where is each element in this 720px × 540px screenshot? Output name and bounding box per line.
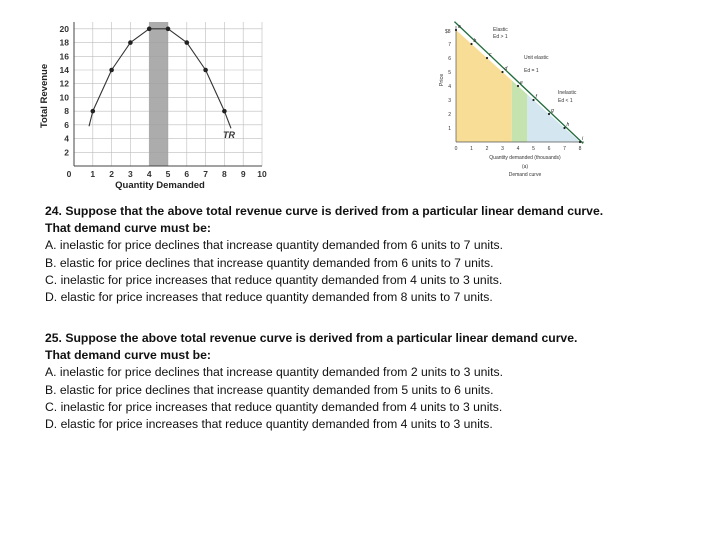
dc-point-7 [563,127,565,129]
question-24-prompt-line-2: That demand curve must be: [45,221,211,236]
tr-point-7 [222,109,227,114]
dc-y-axis-label: Price [439,73,445,87]
tr-y-tick-7: 16 [59,51,69,62]
question-24-option-d: D. elastic for price increases that reduce quantity demanded from 8 units to 7 units. [45,290,493,305]
question-25 [45,330,705,433]
dc-y-tick-6: 7 [448,42,451,48]
dc-unit-elastic-sublabel: Ed = 1 [524,68,539,74]
dc-point-8 [579,141,581,143]
dc-x-tick-3: 3 [501,146,504,152]
dc-x-tick-5: 5 [532,146,535,152]
dc-point-label-7: h [566,122,570,128]
dc-y-tick-5: 6 [448,56,451,62]
dc-point-4 [517,85,519,87]
dc-x-axis-label: Quantity demanded (thousands) [489,155,561,161]
tr-x-axis-label: Quantity Demanded [115,180,205,191]
tr-point-1 [109,68,114,73]
tr-y-tick-9: 20 [59,23,69,34]
tr-series-label: TR [223,130,235,140]
dc-region-1 [512,80,528,142]
dc-region-0 [456,30,512,142]
question-25-prompt-line-2: That demand curve must be: [45,348,211,363]
tr-x-tick-0: 0 [66,169,72,179]
tr-y-axis-label: Total Revenue [39,63,50,129]
tr-x-tick-7: 7 [203,169,208,179]
tr-x-tick-1: 1 [90,169,96,179]
dc-point-6 [548,113,550,115]
demand-curve-chart [440,14,590,184]
tr-x-tick-2: 2 [109,169,114,179]
tr-x-tick-10: 10 [257,169,267,179]
dc-x-tick-1: 1 [470,146,473,152]
dc-x-tick-labels [455,146,582,152]
dc-inelastic-sublabel: Ed < 1 [558,98,573,104]
dc-x-tick-0: 0 [454,146,458,152]
dc-point-label-2: c [489,52,492,58]
dc-point-label-1: b [473,38,477,44]
question-25-option-a: A. inelastic for price declines that increase quantity demanded from 2 units to 3 units. [45,365,503,380]
dc-point-0 [455,29,457,31]
dc-y-tick-1: 2 [448,112,451,118]
tr-x-tick-8: 8 [222,169,227,179]
tr-y-tick-8: 18 [59,37,69,48]
question-24-option-a: A. inelastic for price declines that increase quantity demanded from 6 units to 7 units. [45,238,503,253]
dc-point-label-3: d [504,66,508,72]
tr-y-tick-6: 14 [59,65,69,75]
tr-point-4 [166,27,171,32]
question-25-option-c: C. inelastic for price increases that reduce quantity demanded from 4 units to 3 units. [45,399,503,414]
dc-point-5 [532,99,534,101]
dc-y-tick-2: 3 [448,98,451,104]
dc-x-tick-7: 7 [563,146,566,152]
total-revenue-chart [30,14,275,194]
question-25-option-b: B. elastic for price declines that increase quantity demanded from 5 units to 6 units. [45,382,494,397]
tr-shaded-rect [149,22,168,166]
question-24-option-b: B. elastic for price declines that increase quantity demanded from 6 units to 7 units. [45,255,494,270]
dc-elastic-sublabel: Ed > 1 [493,34,508,40]
question-24 [45,203,705,306]
dc-inelastic-label: Inelastic [558,90,577,96]
question-24-option-c: C. inelastic for price increases that reduce quantity demanded from 4 units to 3 units. [45,272,503,287]
dc-caption: (a) [521,164,529,170]
tr-x-tick-3: 3 [128,169,133,179]
tr-y-tick-4: 10 [59,92,69,103]
tr-y-tick-3: 8 [64,106,69,117]
tr-y-tick-5: 12 [59,78,69,89]
dc-point-label-6: g [551,108,554,114]
dc-y-tick-0: 1 [448,126,451,132]
dc-unit-elastic-label: Unit elastic [524,55,549,61]
tr-y-tick-2: 6 [64,119,69,130]
tr-point-5 [185,40,190,45]
dc-caption-2: Demand curve [508,172,542,178]
dc-point-label-8: i [582,136,584,142]
tr-x-tick-labels [67,169,267,179]
dc-point-2 [486,57,488,59]
tr-point-0 [91,109,96,114]
dc-y-top-label: $8 [445,29,451,35]
tr-x-tick-6: 6 [184,169,190,179]
dc-y-tick-labels [448,42,451,132]
tr-y-tick-labels [60,24,70,157]
dc-x-tick-8: 8 [578,146,582,152]
tr-x-tick-5: 5 [165,169,171,179]
question-24-prompt-line-1: 24. Suppose that the above total revenue curve is derived from a particular linear demand curve. [45,204,604,218]
dc-x-tick-4: 4 [516,146,520,152]
dc-x-tick-2: 2 [485,146,489,152]
dc-elastic-label: Elastic [493,27,508,33]
question-25-prompt-line-1: 25. Suppose the above total revenue curve is derived from a particular linear demand curve. [45,331,578,345]
tr-x-tick-9: 9 [240,169,246,179]
tr-point-6 [203,68,208,73]
dc-y-tick-4: 5 [448,70,451,76]
dc-x-tick-6: 6 [547,146,551,152]
dc-point-label-0: a [458,24,461,30]
tr-point-3 [147,27,152,32]
tr-shaded-band [149,22,168,166]
tr-y-tick-1: 4 [64,133,69,144]
dc-point-3 [501,71,503,73]
dc-point-label-5: f [535,94,537,100]
dc-point-1 [470,43,472,45]
tr-y-tick-0: 2 [64,147,69,158]
tr-x-tick-4: 4 [146,169,152,179]
question-25-option-d: D. elastic for price increases that reduce quantity demanded from 4 units to 3 units. [45,417,493,432]
tr-point-2 [128,40,133,45]
dc-y-tick-3: 4 [448,84,451,90]
dc-point-label-4: e [520,80,523,86]
